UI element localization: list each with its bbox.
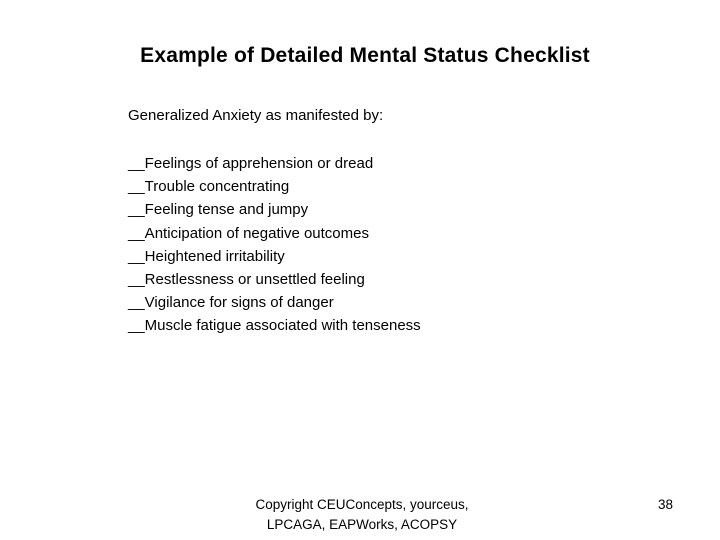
slide-title: Example of Detailed Mental Status Checklist xyxy=(140,44,590,67)
checklist-item: __Muscle fatigue associated with tenseness xyxy=(128,317,421,335)
checklist xyxy=(128,152,421,338)
checklist-item: __Feeling tense and jumpy xyxy=(128,201,309,219)
checklist-item: __Anticipation of negative outcomes xyxy=(128,224,369,242)
checklist-item: __Restlessness or unsettled feeling xyxy=(128,271,365,289)
checklist-item: __Heightened irritability xyxy=(128,247,285,265)
checklist-item: __Vigilance for signs of danger xyxy=(128,294,334,312)
page-number: 38 xyxy=(658,497,674,512)
copyright-footer: Copyright CEUConcepts, yourceus, LPCAGA, EAPWorks, ACOPSY xyxy=(255,497,469,532)
checklist-heading: Generalized Anxiety as manifested by: xyxy=(128,107,384,124)
checklist-item: __Feelings of apprehension or dread xyxy=(128,155,374,172)
checklist-item: __Trouble concentrating xyxy=(128,178,290,196)
